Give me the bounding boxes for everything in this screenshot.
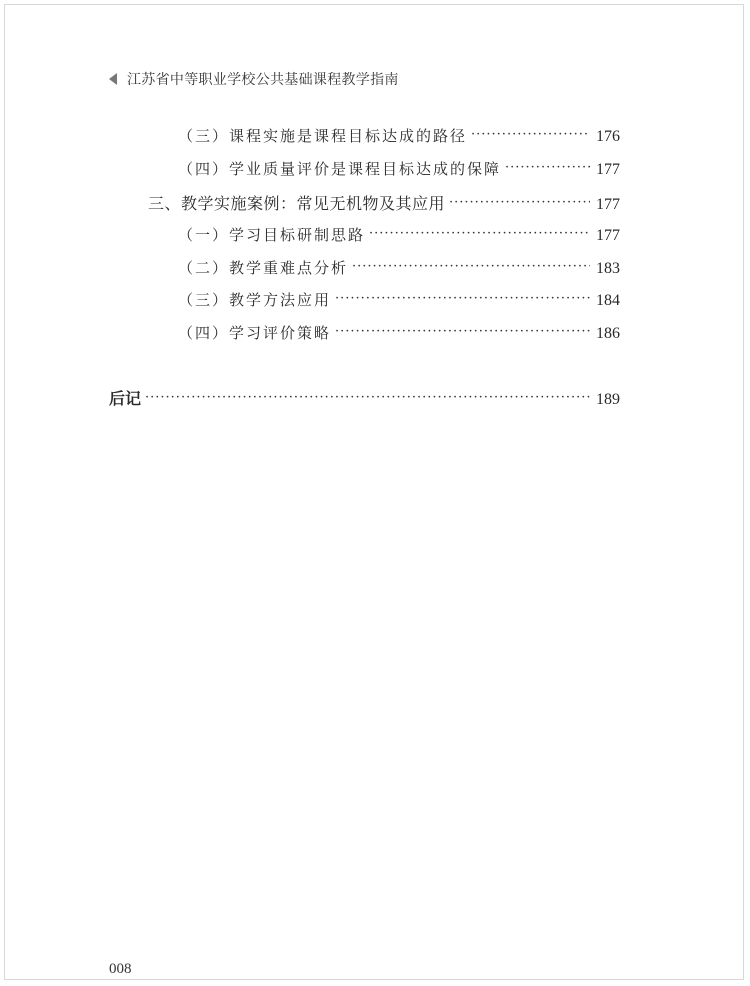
toc-entry-label: （四）学业质量评价是课程目标达成的保障 <box>178 160 502 178</box>
toc-dot-leader <box>471 127 590 142</box>
toc-page-number: 189 <box>596 391 620 408</box>
toc-entry[interactable] <box>178 158 620 179</box>
toc-entry-label: 三、教学实施案例：常见无机物及其应用 <box>148 194 446 213</box>
toc-page-number: 183 <box>596 260 620 277</box>
toc-dot-leader <box>335 324 590 339</box>
toc-entry[interactable] <box>178 289 620 310</box>
toc-entry[interactable] <box>178 125 620 146</box>
document-page <box>4 4 744 980</box>
toc-page-number: 177 <box>596 161 620 178</box>
toc-dot-leader <box>505 160 590 175</box>
running-head <box>109 69 399 89</box>
toc-entry[interactable] <box>178 224 620 245</box>
toc-dot-leader <box>449 195 590 210</box>
toc-dot-leader <box>145 390 590 405</box>
toc-page-number: 176 <box>596 128 620 145</box>
toc-entry[interactable] <box>178 257 620 278</box>
toc-entry-label: （四）学习评价策略 <box>178 324 332 342</box>
toc-page-number: 186 <box>596 325 620 342</box>
toc-page-number: 177 <box>596 227 620 244</box>
page-folio: 008 <box>109 961 132 977</box>
back-triangle-icon <box>109 73 117 85</box>
toc-dot-leader <box>369 226 590 241</box>
toc-entry-label: （三）课程实施是课程目标达成的路径 <box>178 127 468 145</box>
toc-entry-label: 后记 <box>109 389 142 408</box>
toc-entry[interactable] <box>109 386 620 409</box>
running-head-title: 江苏省中等职业学校公共基础课程教学指南 <box>127 72 399 88</box>
toc-page-number: 184 <box>596 292 620 309</box>
toc-dot-leader <box>352 259 590 274</box>
toc-entry-label: （三）教学方法应用 <box>178 291 332 309</box>
toc-entry-label: （一）学习目标研制思路 <box>178 226 366 244</box>
toc-entry[interactable] <box>178 322 620 343</box>
toc-entry[interactable] <box>148 191 620 214</box>
toc-dot-leader <box>335 291 590 306</box>
toc-entry-label: （二）教学重难点分析 <box>178 259 349 277</box>
toc-page-number: 177 <box>596 196 620 213</box>
